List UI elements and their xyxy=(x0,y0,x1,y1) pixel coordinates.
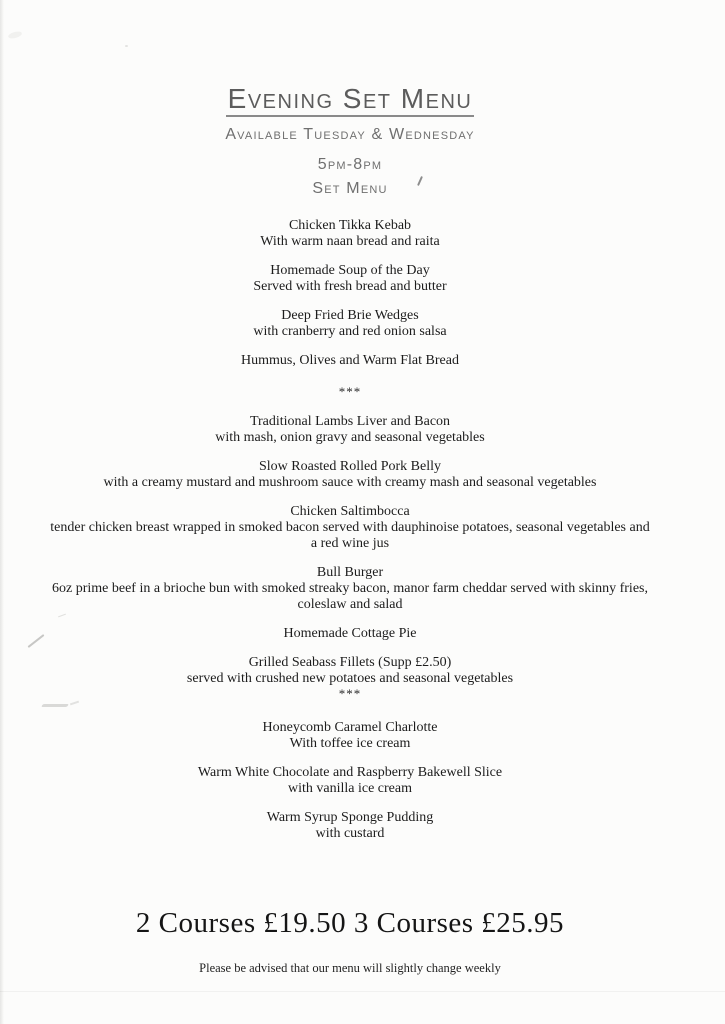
menu-item-description: Served with fresh bread and butter xyxy=(253,279,447,294)
menu-item xyxy=(0,353,700,369)
menu-item-description: with cranberry and red onion salsa xyxy=(253,324,447,339)
scan-smudge xyxy=(7,30,22,39)
menu-item-name: Homemade Cottage Pie xyxy=(283,626,417,641)
menu-item-name: Chicken Saltimbocca xyxy=(290,504,410,519)
menu-header xyxy=(0,84,700,117)
menu-item-description: tender chicken breast wrapped in smoked bacon served with dauphinoise potatoes, seasonal vegetables and xyxy=(50,520,650,535)
scan-speck xyxy=(125,45,128,47)
menu-item-name: Slow Roasted Rolled Pork Belly xyxy=(259,459,441,474)
footer-note: Please be advised that our menu will slightly change weekly xyxy=(199,961,501,975)
paper-edge-bottom xyxy=(0,991,725,992)
menu-title: Evening Set Menu xyxy=(226,84,475,117)
menu-item xyxy=(0,655,700,687)
menu-item-description: with mash, onion gravy and seasonal vegetables xyxy=(215,430,485,445)
menu-item-description: coleslaw and salad xyxy=(297,597,403,612)
menu-item-name: Honeycomb Caramel Charlotte xyxy=(262,720,438,735)
menu-item-description: with vanilla ice cream xyxy=(288,781,412,796)
menu-item-description: With toffee ice cream xyxy=(289,736,411,751)
menu-item xyxy=(0,459,700,491)
menu-item-description: with a creamy mustard and mushroom sauce with creamy mash and seasonal vegetables xyxy=(103,475,597,490)
menu-item-description: With warm naan bread and raita xyxy=(260,234,440,249)
menu-item xyxy=(0,263,700,295)
menu-item-name: Grilled Seabass Fillets (Supp £2.50) xyxy=(248,655,452,670)
stray-pen-mark xyxy=(70,701,79,706)
course-separator: *** xyxy=(338,384,362,399)
menu-item-name: Deep Fried Brie Wedges xyxy=(281,308,419,323)
menu-item xyxy=(0,218,700,250)
menu-item-description: 6oz prime beef in a brioche bun with smoked streaky bacon, manor farm cheddar served with skinny fries, xyxy=(52,581,648,596)
menu-item xyxy=(0,810,700,842)
menu-item-description: with custard xyxy=(315,826,385,841)
section-mains xyxy=(0,414,700,700)
menu-subtitle: Set Menu xyxy=(312,180,388,197)
menu-item-description: a red wine jus xyxy=(310,536,390,551)
menu-item xyxy=(0,308,700,340)
menu-item xyxy=(0,720,700,752)
menu-item xyxy=(0,414,700,446)
pricing-line: 2 Courses £19.50 3 Courses £25.95 xyxy=(135,907,565,939)
menu-item-name: Chicken Tikka Kebab xyxy=(288,218,412,233)
menu-item-name: Homemade Soup of the Day xyxy=(270,263,430,278)
menu-item-name: Traditional Lambs Liver and Bacon xyxy=(249,414,451,429)
menu-item-description: served with crushed new potatoes and seasonal vegetables xyxy=(186,671,514,686)
menu-item xyxy=(0,504,700,552)
menu-item-name: Warm White Chocolate and Raspberry Bakewell Slice xyxy=(197,765,503,780)
menu-item-name: Bull Burger xyxy=(316,565,384,580)
section-starters xyxy=(0,218,700,382)
menu-item xyxy=(0,626,700,642)
section-desserts xyxy=(0,720,700,855)
menu-item xyxy=(0,765,700,797)
course-separator: *** xyxy=(338,686,362,701)
service-hours: 5pm-8pm xyxy=(317,156,383,173)
menu-item xyxy=(0,565,700,613)
menu-item-name: Warm Syrup Sponge Pudding xyxy=(266,810,434,825)
stray-pen-mark xyxy=(41,704,69,707)
availability-line: Available Tuesday & Wednesday xyxy=(225,126,475,143)
menu-item-name: Hummus, Olives and Warm Flat Bread xyxy=(241,353,459,368)
